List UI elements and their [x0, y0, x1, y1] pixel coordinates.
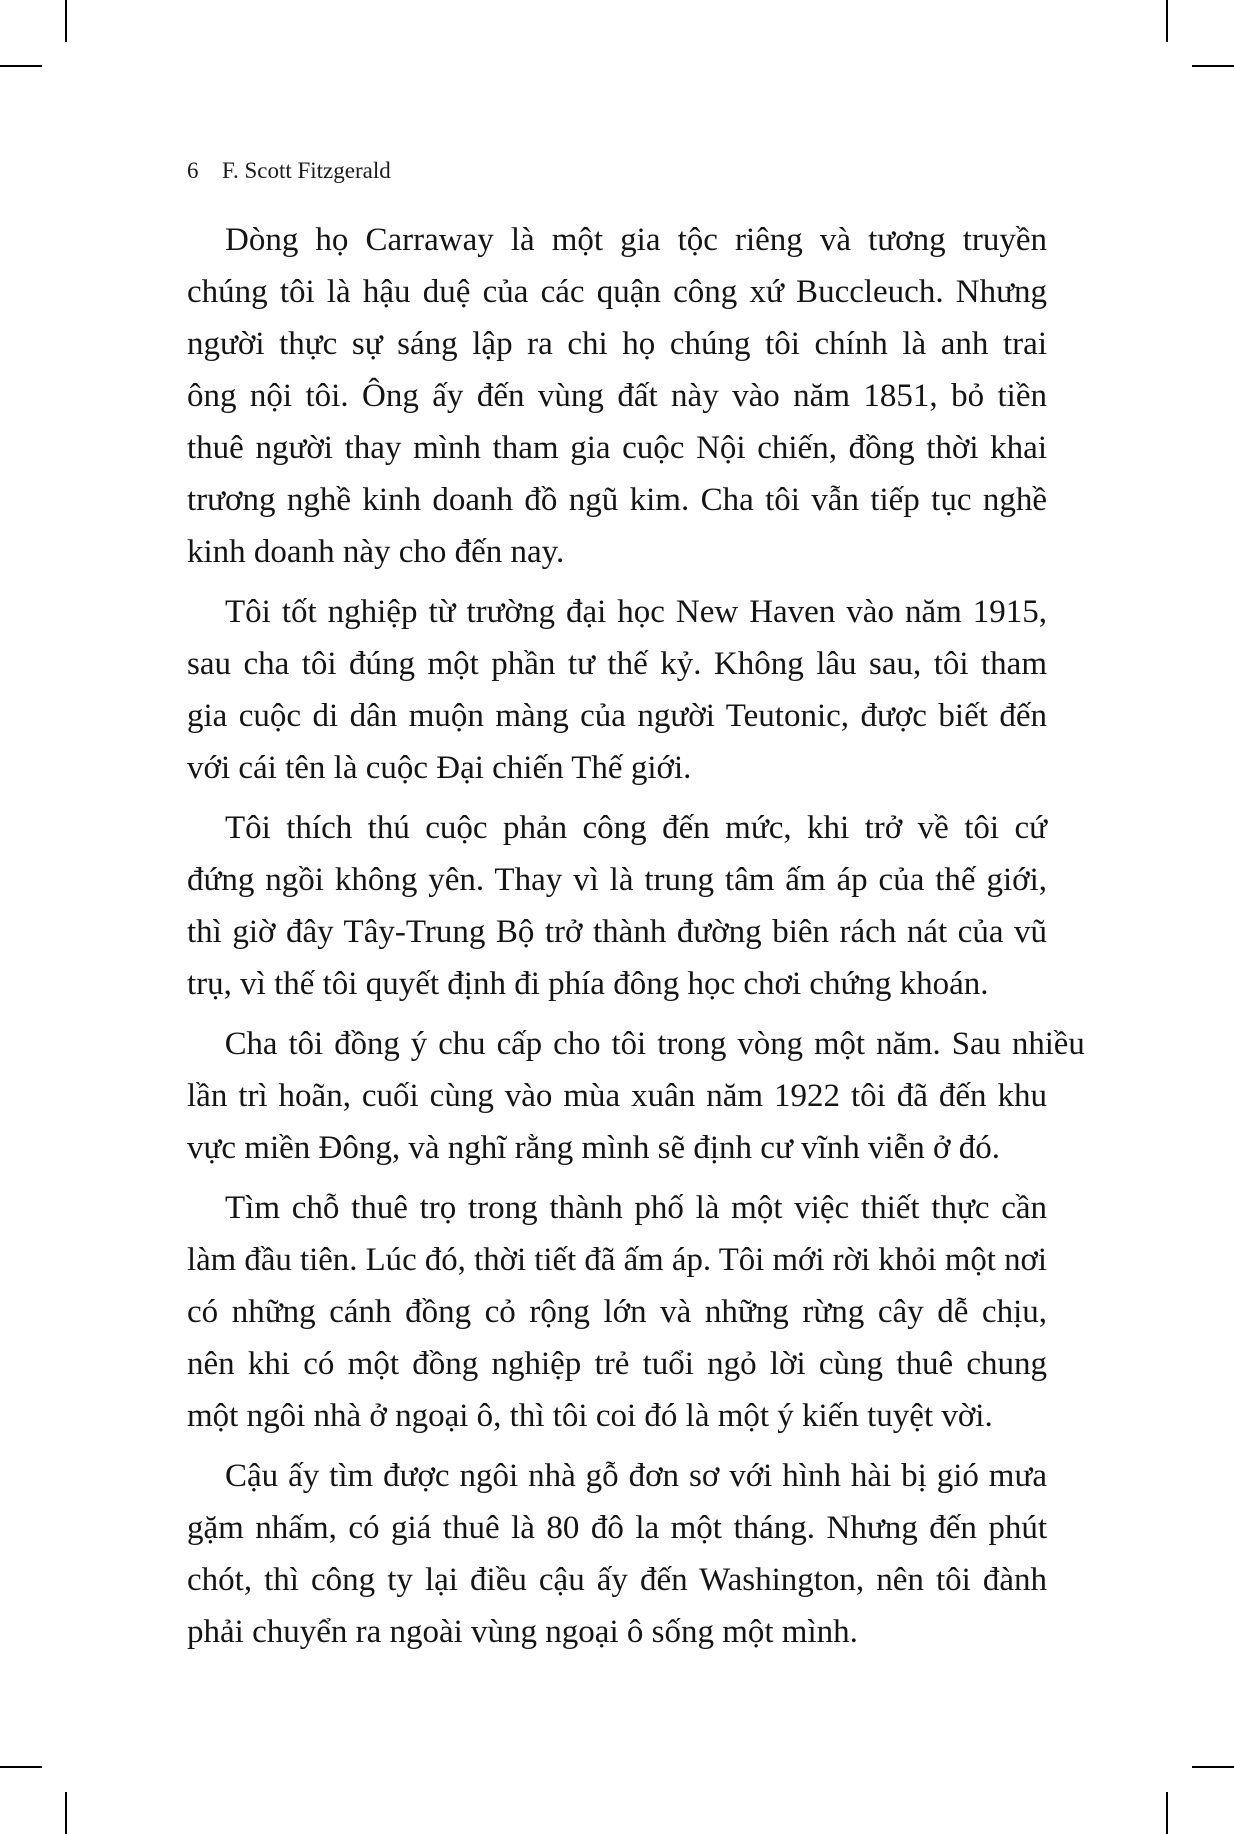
- paragraph: [187, 586, 1047, 794]
- text-line: thì giờ đây Tây-Trung Bộ trở thành đường biên rách nát của vũ: [187, 914, 1047, 950]
- text-line: Dòng họ Carraway là một gia tộc riêng và tương truyền: [225, 222, 1047, 258]
- text-line: Tôi thích thú cuộc phản công đến mức, khi trở về tôi cứ: [225, 810, 1047, 846]
- running-head: [187, 158, 391, 184]
- text-line: Cha tôi đồng ý chu cấp cho tôi trong vòng một năm. Sau nhiều: [224, 1026, 1085, 1062]
- paragraph: [187, 1018, 1085, 1174]
- text-line: kinh doanh này cho đến nay.: [187, 534, 565, 570]
- text-line: vực miền Đông, và nghĩ rằng mình sẽ định cư vĩnh viễn ở đó.: [187, 1130, 1001, 1166]
- text-line: một ngôi nhà ở ngoại ô, thì tôi coi đó là một ý kiến tuyệt vời.: [187, 1398, 993, 1434]
- crop-mark-top-left-horizontal: [0, 65, 42, 67]
- crop-mark-bottom-left-horizontal: [0, 1766, 42, 1768]
- text-line: phải chuyển ra ngoài vùng ngoại ô sống một mình.: [187, 1614, 858, 1650]
- text-line: lần trì hoãn, cuối cùng vào mùa xuân năm 1922 tôi đã đến khu: [187, 1078, 1047, 1114]
- text-line: gia cuộc di dân muộn màng của người Teutonic, được biết đến: [187, 698, 1047, 734]
- paragraph: [187, 802, 1047, 1010]
- body-text: [187, 214, 1085, 1666]
- text-line: sau cha tôi đúng một phần tư thế kỷ. Không lâu sau, tôi tham: [187, 646, 1047, 682]
- crop-mark-bottom-right-horizontal: [1192, 1766, 1234, 1768]
- text-line: gặm nhấm, có giá thuê là 80 đô la một tháng. Nhưng đến phút: [187, 1510, 1047, 1546]
- paragraph: [187, 1450, 1047, 1658]
- text-line: làm đầu tiên. Lúc đó, thời tiết đã ấm áp. Tôi mới rời khỏi một nơi: [187, 1242, 1047, 1278]
- text-line: trụ, vì thế tôi quyết định đi phía đông học chơi chứng khoán.: [187, 966, 989, 1002]
- page-number: 6: [187, 158, 199, 183]
- text-line: chót, thì công ty lại điều cậu ấy đến Washington, nên tôi đành: [187, 1562, 1047, 1598]
- crop-mark-bottom-right-vertical: [1166, 1792, 1168, 1834]
- text-line: có những cánh đồng cỏ rộng lớn và những rừng cây dễ chịu,: [187, 1294, 1047, 1330]
- text-line: với cái tên là cuộc Đại chiến Thế giới.: [187, 750, 692, 786]
- text-line: trương nghề kinh doanh đồ ngũ kim. Cha tôi vẫn tiếp tục nghề: [187, 482, 1047, 518]
- crop-mark-top-right-horizontal: [1192, 65, 1234, 67]
- text-line: Cậu ấy tìm được ngôi nhà gỗ đơn sơ với hình hài bị gió mưa: [225, 1458, 1047, 1494]
- text-line: đứng ngồi không yên. Thay vì là trung tâm ấm áp của thế giới,: [187, 862, 1047, 898]
- paragraph: [187, 1182, 1047, 1442]
- text-line: ông nội tôi. Ông ấy đến vùng đất này vào năm 1851, bỏ tiền: [187, 378, 1047, 414]
- text-line: người thực sự sáng lập ra chi họ chúng tôi chính là anh trai: [187, 326, 1047, 362]
- paragraph: [187, 214, 1047, 578]
- text-line: Tôi tốt nghiệp từ trường đại học New Haven vào năm 1915,: [225, 594, 1047, 630]
- crop-mark-top-right-vertical: [1166, 0, 1168, 42]
- crop-mark-top-left-vertical: [65, 0, 67, 42]
- text-line: chúng tôi là hậu duệ của các quận công xứ Buccleuch. Nhưng: [187, 274, 1047, 310]
- running-head-author: F. Scott Fitzgerald: [222, 158, 391, 183]
- text-line: nên khi có một đồng nghiệp trẻ tuổi ngỏ lời cùng thuê chung: [187, 1346, 1047, 1382]
- text-line: Tìm chỗ thuê trọ trong thành phố là một việc thiết thực cần: [225, 1190, 1047, 1226]
- crop-mark-bottom-left-vertical: [65, 1792, 67, 1834]
- text-line: thuê người thay mình tham gia cuộc Nội chiến, đồng thời khai: [187, 430, 1047, 466]
